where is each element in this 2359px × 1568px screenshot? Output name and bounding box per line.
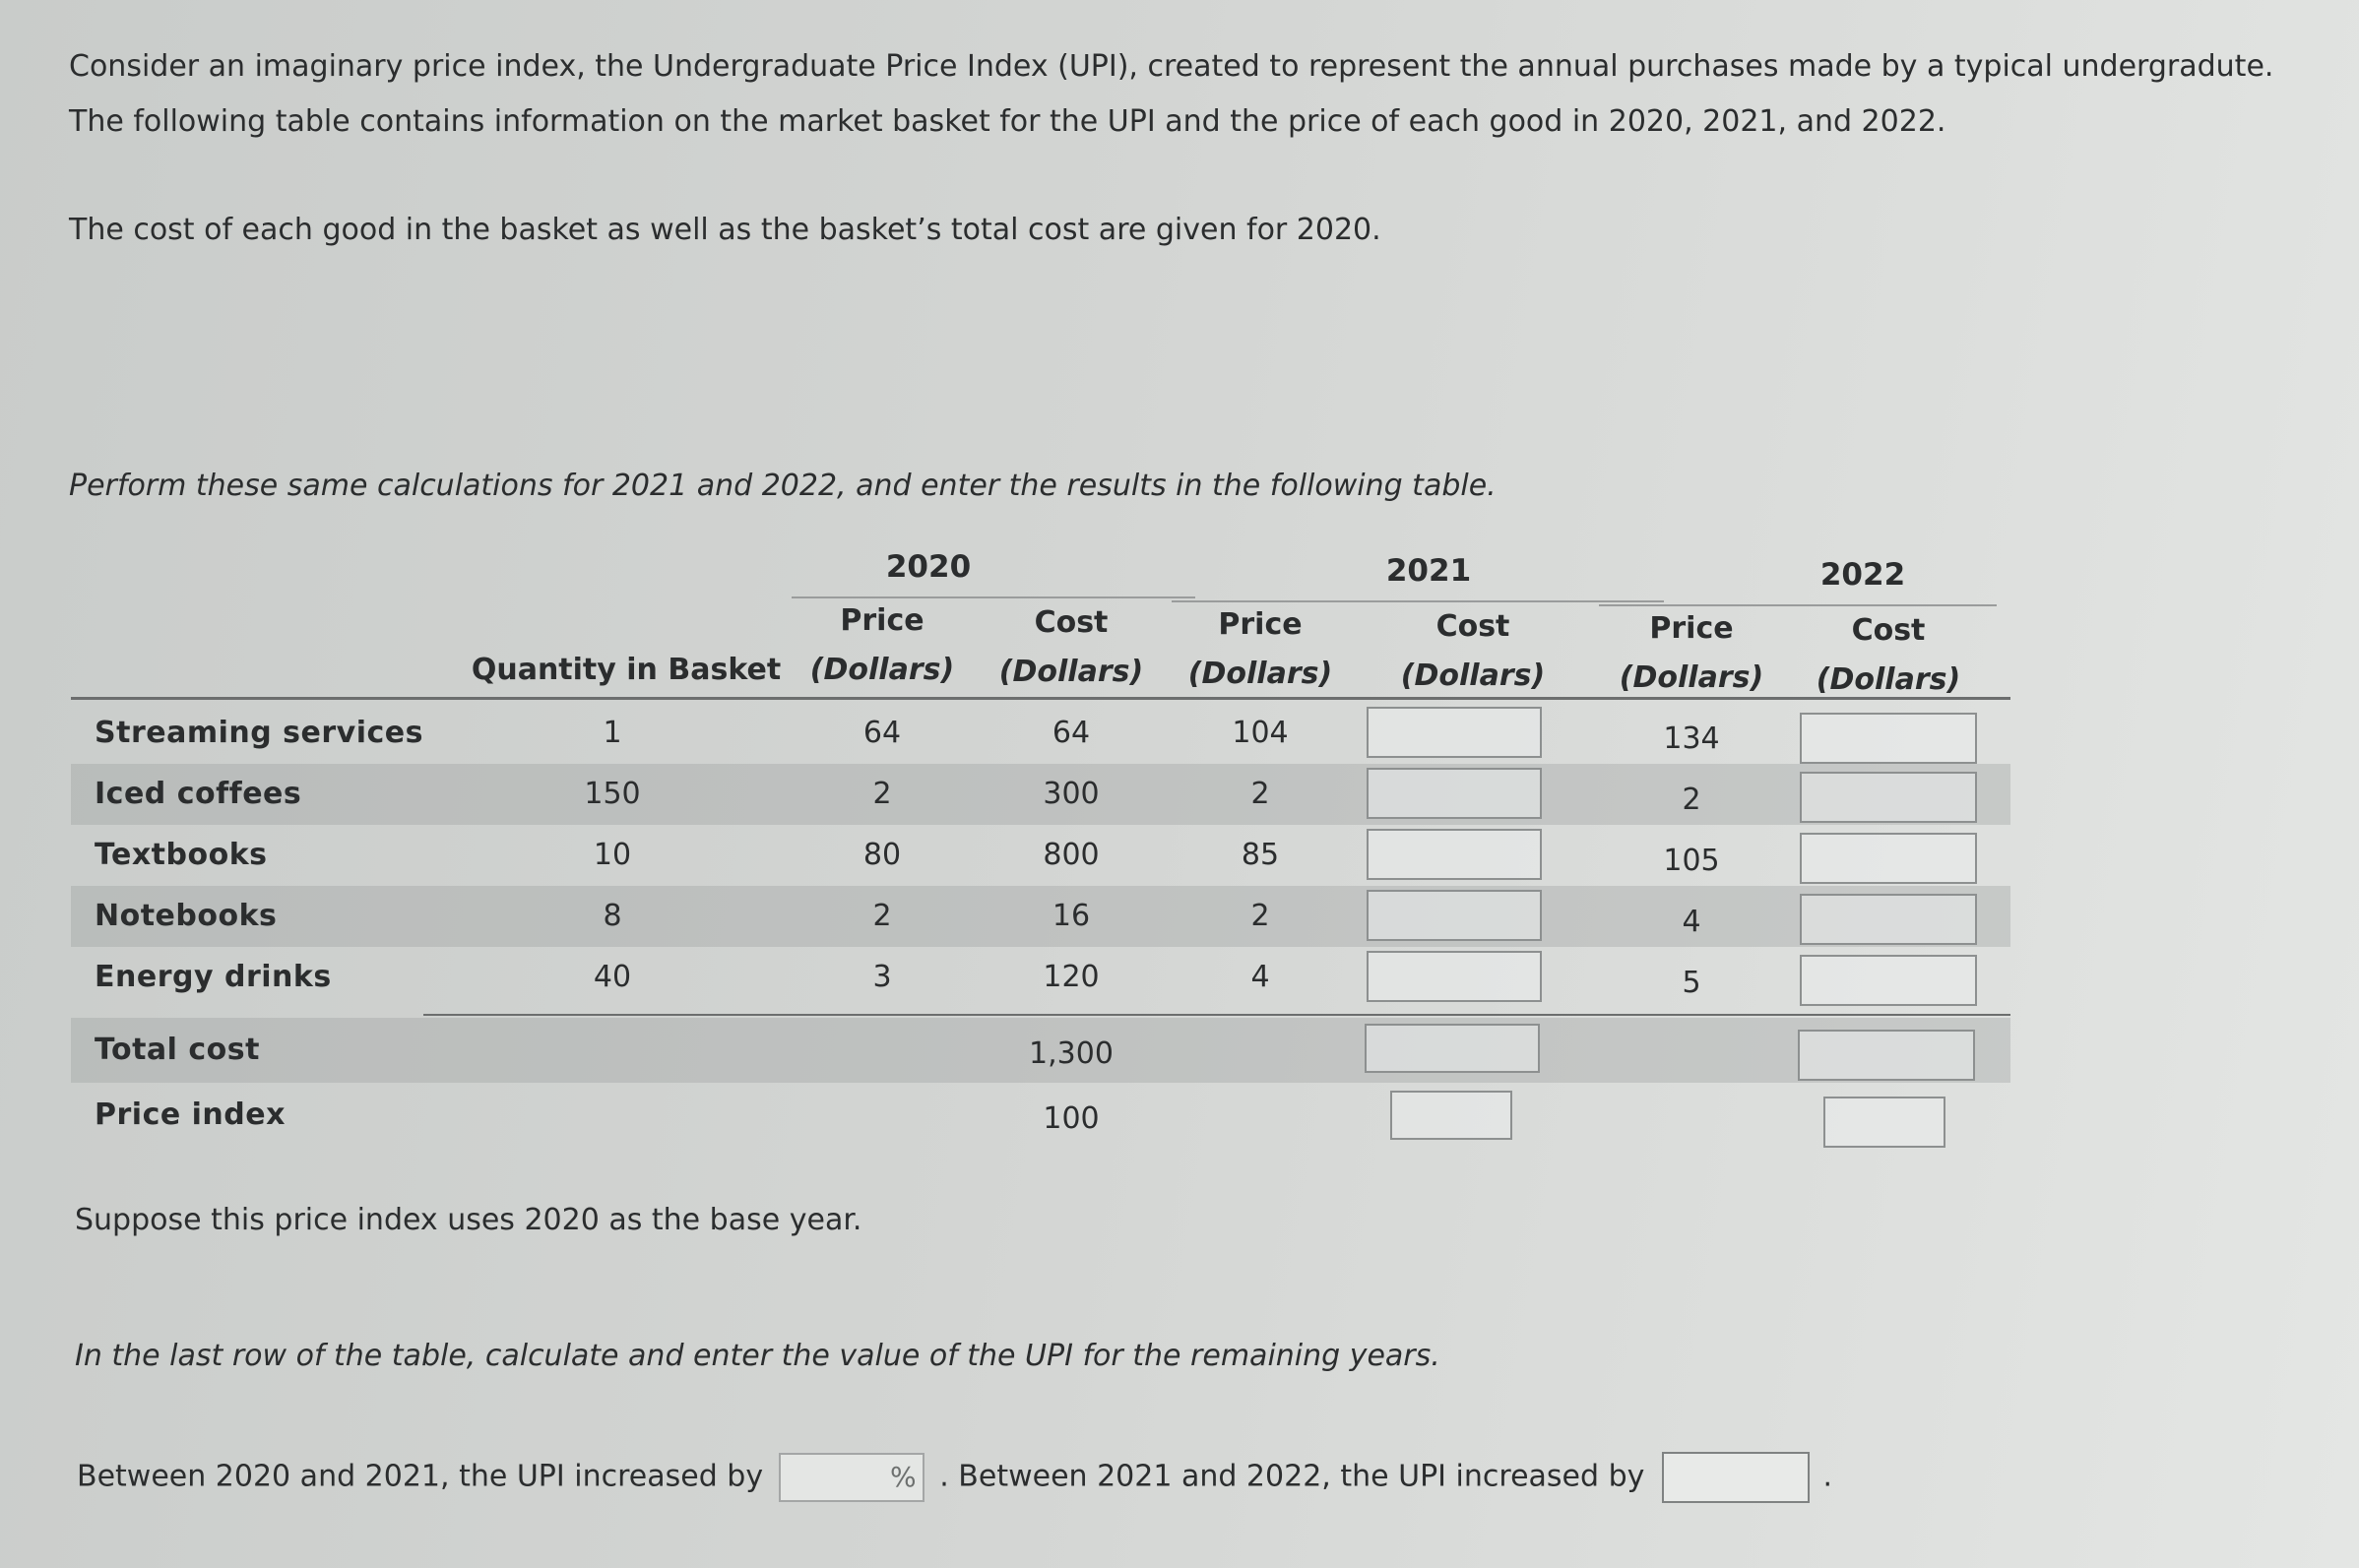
cost-2020-cell: 120: [1043, 960, 1100, 994]
price-2022-cell: 134: [1663, 721, 1720, 756]
total-rule: [423, 1014, 2010, 1016]
price-header-2022: Price (Dollars): [1619, 611, 1764, 695]
table-row: [71, 764, 2010, 825]
price-2020-cell: 80: [862, 838, 902, 872]
cost-2021-input[interactable]: [1367, 768, 1542, 819]
increase-text-2: . Between 2021 and 2022, the UPI increased by: [939, 1459, 1645, 1494]
price-index-row: [71, 1083, 2010, 1148]
intro-line-2: The following table contains information on the market basket for the UPI and the price of each good in 2020, 2021, and 2022.: [69, 104, 1946, 139]
increase-end: .: [1822, 1459, 1833, 1494]
price-index-2020: 100: [1043, 1101, 1100, 1136]
cost-header-2022: Cost (Dollars): [1816, 613, 1961, 697]
cost-header-2020: Cost (Dollars): [998, 605, 1144, 689]
cost-2022-input[interactable]: [1800, 894, 1977, 945]
price-2021-cell: 2: [1250, 899, 1270, 933]
price-2021-cell: 104: [1232, 716, 1289, 750]
quantity-cell: 150: [584, 777, 641, 811]
increase-2021-input[interactable]: [781, 1455, 893, 1502]
price-2022-cell: 2: [1682, 783, 1701, 817]
quantity-header: Quantity in Basket: [471, 653, 782, 687]
row-label: Energy drinks: [95, 960, 332, 994]
cost-2020-cell: 800: [1043, 838, 1100, 872]
cost-2021-input[interactable]: [1367, 951, 1542, 1002]
quantity-cell: 10: [593, 838, 632, 872]
cost-2021-input[interactable]: [1367, 707, 1542, 758]
price-2022-cell: 4: [1682, 905, 1701, 939]
table-row: [71, 703, 2010, 764]
year-header-2021: 2021: [1385, 553, 1472, 589]
price-index-label: Price index: [95, 1098, 286, 1132]
cost-2021-input[interactable]: [1367, 829, 1542, 880]
intro-paragraph: [69, 39, 2273, 150]
quantity-cell: 1: [603, 716, 622, 750]
quantity-cell: 8: [603, 899, 622, 933]
price-2021-cell: 4: [1250, 960, 1270, 994]
instruction-text: Perform these same calculations for 2021 and 2022, and enter the results in the following table.: [69, 469, 1497, 503]
table-row: [71, 947, 2010, 1008]
row-label: Iced coffees: [95, 777, 302, 811]
price-2021-cell: 2: [1250, 777, 1270, 811]
cost-2022-input[interactable]: [1800, 772, 1977, 823]
price-2020-cell: 2: [872, 777, 892, 811]
intro-line-1: Consider an imaginary price index, the Undergraduate Price Index (UPI), created to represent the annual purchases made by a typical undergradute.: [69, 49, 2274, 84]
total-cost-2020: 1,300: [1029, 1036, 1114, 1071]
base-year-note: Suppose this price index uses 2020 as the base year.: [75, 1203, 862, 1237]
increase-2022-input[interactable]: [1662, 1452, 1810, 1503]
percent-sign: %: [890, 1460, 917, 1493]
price-index-2022-input[interactable]: [1823, 1097, 1945, 1148]
year-header-2020: 2020: [885, 549, 972, 585]
total-cost-2022-input[interactable]: [1798, 1030, 1975, 1081]
total-cost-row: [71, 1018, 2010, 1083]
price-2020-cell: 3: [872, 960, 892, 994]
table-row: [71, 886, 2010, 947]
header-rule: [71, 697, 2010, 700]
cost-2021-input[interactable]: [1367, 890, 1542, 941]
cost-header-2021: Cost (Dollars): [1400, 609, 1546, 693]
basket-note: The cost of each good in the basket as well as the basket’s total cost are given for 2020.: [69, 213, 1381, 247]
row-label: Textbooks: [95, 838, 268, 872]
price-2020-cell: 2: [872, 899, 892, 933]
upi-instruction: In the last row of the table, calculate and enter the value of the UPI for the remaining years.: [75, 1339, 1440, 1373]
increase-text-1: Between 2020 and 2021, the UPI increased by: [77, 1459, 764, 1494]
cost-2022-input[interactable]: [1800, 833, 1977, 884]
cost-2020-cell: 16: [1052, 899, 1091, 933]
year-header-2022: 2022: [1819, 557, 1906, 593]
cost-2022-input[interactable]: [1800, 955, 1977, 1006]
price-2022-cell: 105: [1663, 844, 1720, 878]
increase-sentence: [77, 1449, 1832, 1505]
upi-table: [71, 539, 2010, 1169]
cost-2022-input[interactable]: [1800, 713, 1977, 764]
total-cost-2021-input[interactable]: [1365, 1024, 1540, 1073]
row-label: Notebooks: [95, 899, 278, 933]
table-row: [71, 825, 2010, 886]
price-2021-cell: 85: [1241, 838, 1280, 872]
price-2020-cell: 64: [862, 716, 902, 750]
row-label: Streaming services: [95, 716, 423, 750]
price-2022-cell: 5: [1682, 966, 1701, 1000]
quantity-cell: 40: [593, 960, 632, 994]
total-cost-label: Total cost: [95, 1033, 260, 1067]
increase-2021-field: [779, 1453, 924, 1502]
price-index-2021-input[interactable]: [1390, 1091, 1512, 1140]
price-header-2021: Price (Dollars): [1187, 607, 1333, 691]
cost-2020-cell: 300: [1043, 777, 1100, 811]
cost-2020-cell: 64: [1052, 716, 1091, 750]
price-header-2020: Price (Dollars): [809, 603, 955, 687]
